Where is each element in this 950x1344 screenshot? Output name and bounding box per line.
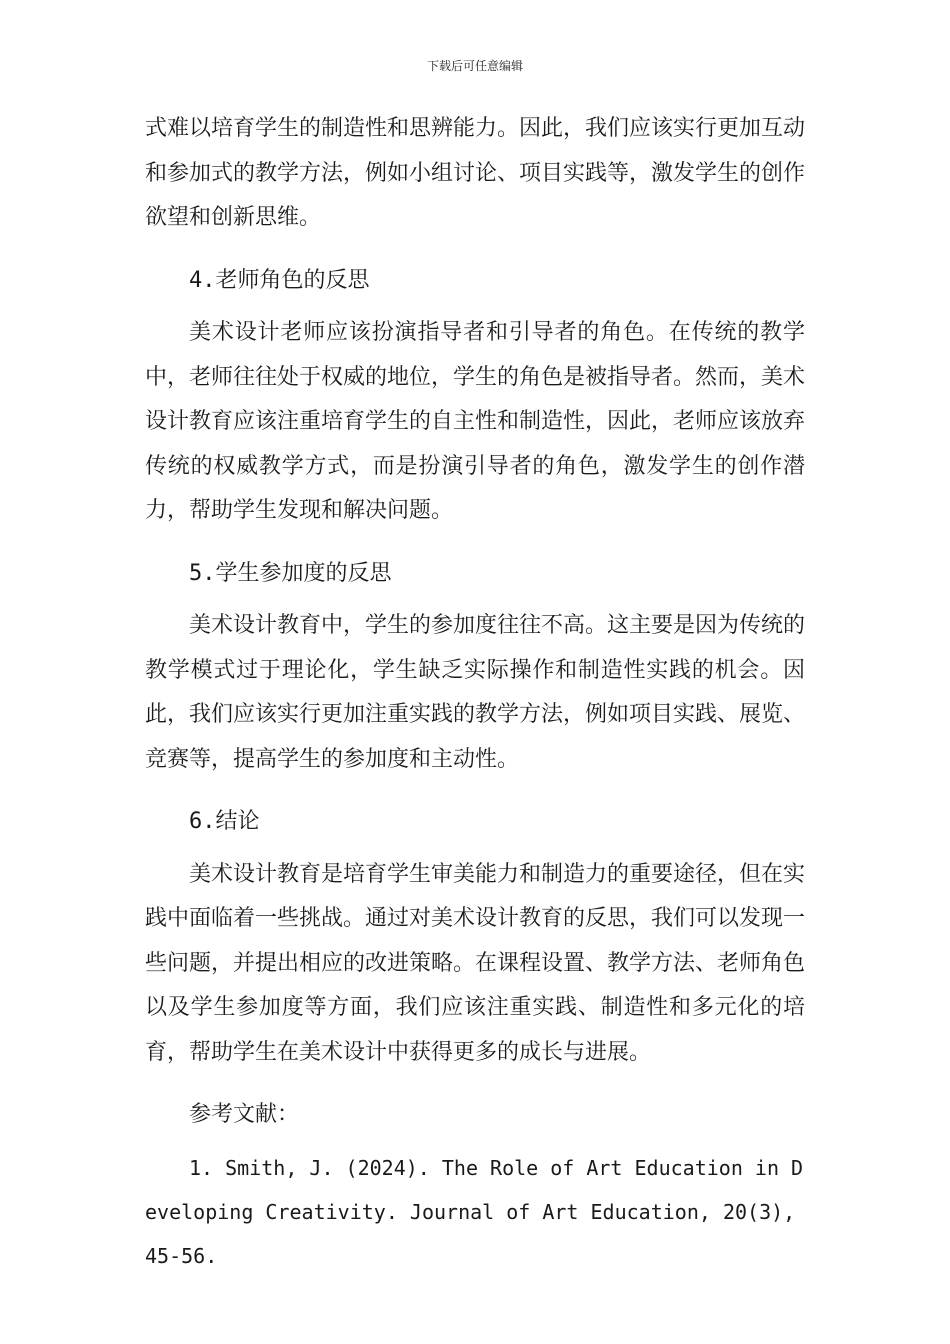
reference-item: 1. Smith, J. (2024). The Role of Art Education in Developing Creativity. Journal of Art Education, 20(3), 45-56. [145, 1155, 804, 1268]
intro-paragraph: 式难以培育学生的制造性和思辨能力。因此，我们应该实行更加互动和参加式的教学方法，例如小组讨论、项目实践等，激发学生的创作欲望和创新思维。 [145, 116, 806, 230]
section-paragraph: 美术设计教育是培育学生审美能力和制造力的重要途径，但在实践中面临着一些挑战。通过对美术设计教育的反思，我们可以发现一些问题，并提出相应的改进策略。在课程设置、教学方法、老师角色以及学生参加度等方面，我们应该注重实践、制造性和多元化的培育，帮助学生在美术设计中获得更多的成长与进展。 [145, 861, 806, 1065]
section-student-participation [145, 548, 805, 783]
section-conclusion [145, 796, 805, 1075]
page-header: 下载后可任意编辑 [426, 59, 523, 73]
section-heading: 6.结论 [189, 809, 260, 834]
section-heading: 4.老师角色的反思 [189, 267, 370, 293]
section-paragraph: 美术设计教育中，学生的参加度往往不高。这主要是因为传统的教学模式过于理论化，学生缺乏实际操作和制造性实践的机会。因此，我们应该实行更加注重实践的教学方法，例如项目实践、展览、竞赛等，提高学生的参加度和主动性。 [145, 613, 806, 772]
section-heading: 5.学生参加度的反思 [189, 560, 392, 586]
section-paragraph: 美术设计老师应该扮演指导者和引导者的角色。在传统的教学中，老师往往处于权威的地位，学生的角色是被指导者。然而，美术设计教育应该注重培育学生的自主性和制造性，因此，老师应该放弃传统的权威教学方式，而是扮演引导者的角色，激发学生的创作潜力，帮助学生发现和解决问题。 [145, 320, 806, 523]
references [145, 1089, 805, 1278]
document-body [145, 107, 805, 1278]
section-teacher-role [145, 255, 805, 534]
references-heading: 参考文献： [189, 1102, 300, 1127]
